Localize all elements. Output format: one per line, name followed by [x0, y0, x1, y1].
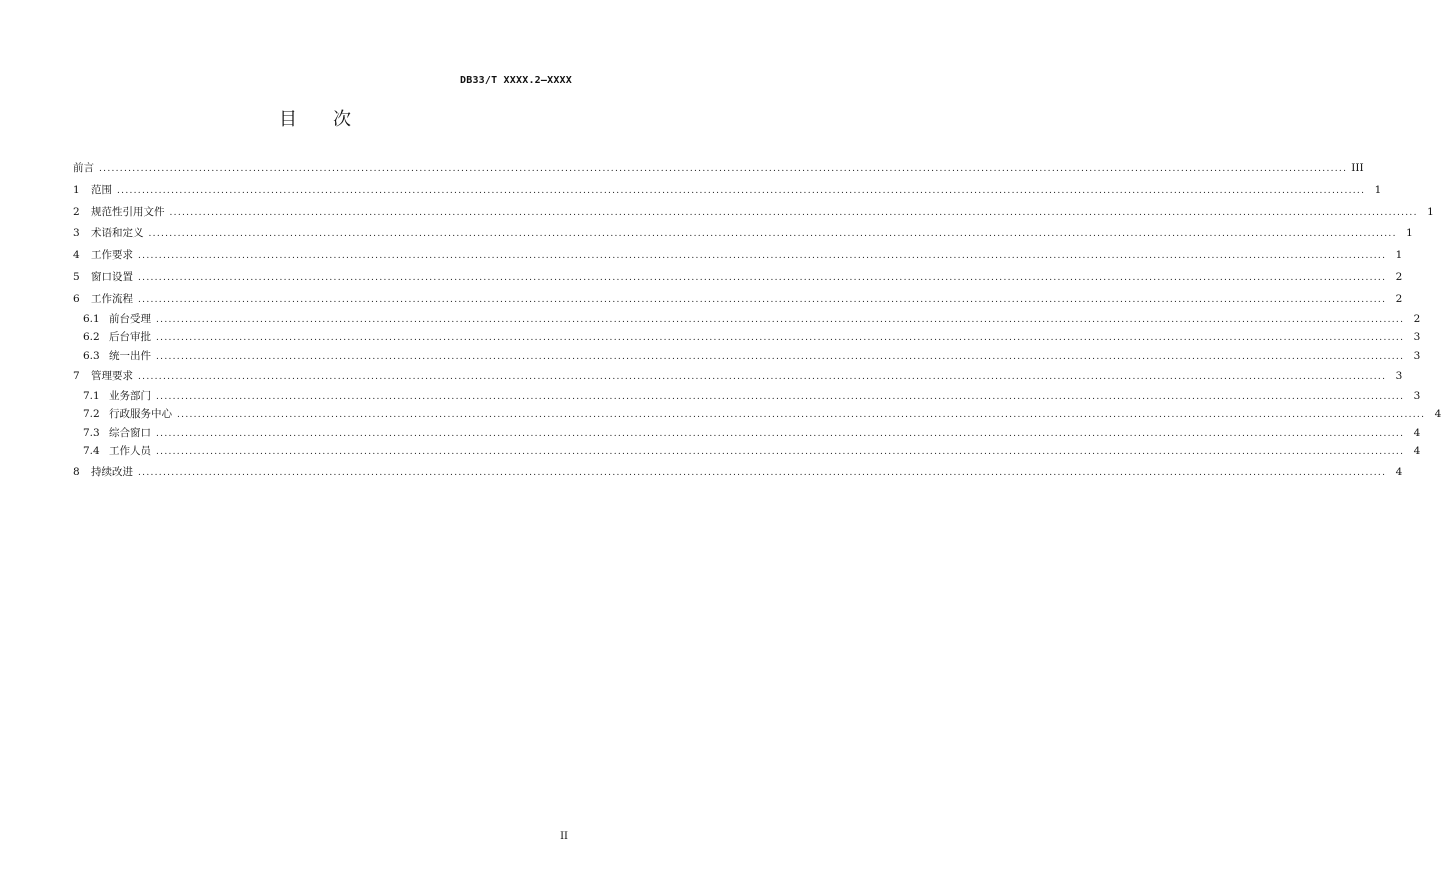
toc-entry-label: 前言: [73, 162, 94, 174]
toc-entry-page: 1: [1374, 183, 1382, 196]
toc-entry-label: 后台审批: [109, 331, 151, 344]
toc-leader-dots: ............................................................................................................................................................................................................................................................................................................: [156, 428, 1405, 439]
toc-subentry[interactable]: [73, 425, 1421, 444]
toc-entry-page: 4: [1434, 408, 1441, 421]
toc-leader-dots: ............................................................................................................................................................................................................................................................................................................: [156, 447, 1405, 458]
toc-entry-page: 1: [1427, 205, 1434, 218]
toc-entry-label: 工作要求: [91, 249, 133, 262]
toc-leader-dots: ............................................................................................................................................................................................................................................................................................................: [156, 351, 1405, 362]
toc-entry-label: 行政服务中心: [109, 408, 172, 421]
toc-entry-page: 3: [1413, 331, 1421, 344]
toc-entry-number: 6.2: [83, 331, 100, 344]
toc-entry-page: 4: [1413, 445, 1421, 458]
toc-entry-label: 范围: [91, 183, 112, 196]
toc-entry-number: 7: [73, 370, 80, 383]
toc-leader-dots: ............................................................................................................................................................................................................................................................................................................: [138, 251, 1387, 262]
toc-entry[interactable]: [73, 267, 1403, 289]
toc-entry-label: 前台受理: [109, 312, 151, 325]
toc-entry-page: 3: [1413, 389, 1421, 402]
toc-subentry[interactable]: [73, 443, 1421, 462]
toc-entry-label: 规范性引用文件: [91, 205, 165, 218]
toc-title-char-1: 目: [279, 109, 297, 130]
toc-entry-number: 8: [73, 465, 80, 478]
toc-entry-number: 6.1: [83, 312, 100, 325]
toc-entry-number: 6: [73, 292, 80, 305]
toc-entry-label: 管理要求: [91, 370, 133, 383]
toc-leader-dots: ............................................................................................................................................................................................................................................................................................................: [138, 294, 1387, 305]
toc-entry[interactable]: [73, 202, 1434, 224]
toc-entry-page: 3: [1413, 349, 1421, 362]
toc-entry[interactable]: [73, 289, 1403, 311]
toc-entry-label: 工作流程: [91, 292, 133, 305]
toc-entry-label: 业务部门: [109, 389, 151, 402]
toc-entry-page: 4: [1395, 465, 1403, 478]
toc-subentry[interactable]: [73, 348, 1421, 367]
toc-subentry[interactable]: [73, 388, 1421, 407]
toc-entry-label: 窗口设置: [91, 270, 133, 283]
toc-entry-number: 7.4: [83, 445, 100, 458]
toc-entry[interactable]: [73, 245, 1403, 267]
toc-entry-number: 5: [73, 270, 80, 283]
toc-entry-label: 综合窗口: [109, 426, 151, 439]
toc-entry[interactable]: [73, 366, 1403, 388]
table-of-contents: [73, 158, 1441, 484]
toc-entry-page: 2: [1395, 292, 1403, 305]
toc-entry-page: III: [1351, 162, 1364, 174]
toc-subentry[interactable]: [73, 311, 1421, 330]
toc-entry-page: 2: [1395, 270, 1403, 283]
toc-entry[interactable]: [73, 180, 1382, 202]
toc-leader-dots: ............................................................................................................................................................................................................................................................................................................: [156, 333, 1405, 344]
toc-leader-dots: ............................................................................................................................................................................................................................................................................................................: [138, 272, 1387, 283]
toc-leader-dots: ............................................................................................................................................................................................................................................................................................................: [99, 164, 1348, 174]
toc-entry[interactable]: [73, 158, 1364, 180]
toc-entry-number: 1: [73, 183, 80, 196]
toc-leader-dots: ............................................................................................................................................................................................................................................................................................................: [138, 372, 1387, 383]
toc-entry-number: 7.2: [83, 408, 100, 421]
page-number: II: [560, 831, 568, 842]
toc-entry-label: 持续改进: [91, 465, 133, 478]
toc-leader-dots: ............................................................................................................................................................................................................................................................................................................: [169, 207, 1418, 218]
toc-entry-number: 4: [73, 249, 80, 262]
toc-entry-page: 4: [1413, 426, 1421, 439]
toc-entry-label: 工作人员: [109, 445, 151, 458]
document-code: DB33/T XXXX.2—XXXX: [460, 75, 572, 86]
toc-entry-page: 1: [1395, 249, 1403, 262]
toc-subentry[interactable]: [73, 406, 1441, 425]
toc-entry[interactable]: [73, 462, 1403, 484]
toc-title: [0, 105, 630, 131]
toc-leader-dots: ............................................................................................................................................................................................................................................................................................................: [138, 467, 1387, 478]
toc-entry-number: 3: [73, 227, 80, 240]
toc-entry-number: 7.3: [83, 426, 100, 439]
toc-title-char-2: 次: [333, 109, 351, 130]
toc-entry[interactable]: [73, 223, 1413, 245]
toc-entry-page: 2: [1413, 312, 1421, 325]
toc-leader-dots: ............................................................................................................................................................................................................................................................................................................: [156, 314, 1405, 325]
toc-leader-dots: ............................................................................................................................................................................................................................................................................................................: [177, 410, 1426, 421]
toc-entry-label: 术语和定义: [91, 227, 144, 240]
toc-entry-number: 7.1: [83, 389, 100, 402]
toc-leader-dots: ............................................................................................................................................................................................................................................................................................................: [156, 391, 1405, 402]
toc-subentry[interactable]: [73, 329, 1421, 348]
toc-entry-label: 统一出件: [109, 349, 151, 362]
toc-entry-number: 2: [73, 205, 80, 218]
toc-entry-page: 1: [1406, 227, 1413, 240]
toc-leader-dots: ............................................................................................................................................................................................................................................................................................................: [148, 229, 1397, 240]
toc-entry-page: 3: [1395, 370, 1403, 383]
toc-entry-number: 6.3: [83, 349, 100, 362]
toc-leader-dots: ............................................................................................................................................................................................................................................................................................................: [117, 185, 1366, 196]
